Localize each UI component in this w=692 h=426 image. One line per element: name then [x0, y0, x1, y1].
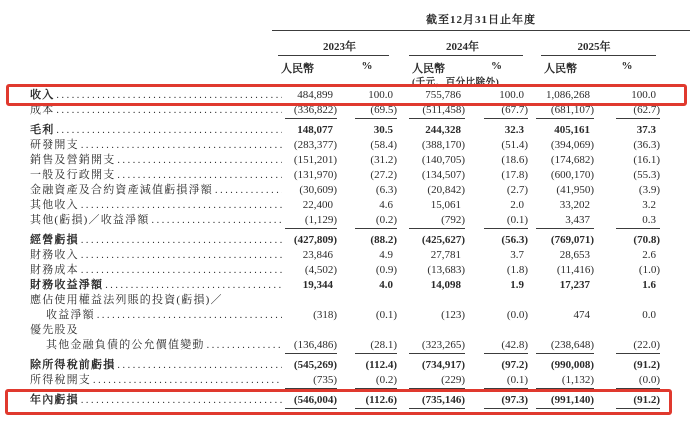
- row-label: 收入: [30, 89, 55, 101]
- cell-value: (51.4): [501, 139, 528, 151]
- row-label-cell: [30, 123, 282, 138]
- rule-row: [30, 353, 660, 356]
- rule-row: [30, 228, 660, 231]
- row-label: 其他收入: [30, 199, 79, 211]
- single-underline: [355, 388, 397, 389]
- cell-value: 30.5: [373, 124, 393, 136]
- cell-value: (427,809): [293, 234, 337, 246]
- dot-leader: [150, 213, 282, 228]
- cell-value: (769,071): [550, 234, 594, 246]
- cell-value: (2.7): [506, 184, 528, 196]
- single-underline: [536, 353, 594, 354]
- cell-value: (6.3): [375, 184, 397, 196]
- dot-leader: [115, 358, 282, 373]
- dot-leader: [54, 88, 282, 103]
- cell-value: 1.9: [510, 279, 524, 291]
- single-underline: [409, 118, 465, 119]
- cell-value: [528, 293, 594, 308]
- percent-header-2023: %: [361, 60, 373, 72]
- cell-value: (0.1): [375, 309, 397, 321]
- cell-value: 244,328: [425, 124, 461, 136]
- cell-value: 28,653: [559, 249, 590, 261]
- cell-value: (36.3): [633, 139, 660, 151]
- table-row: [30, 338, 660, 353]
- year-2023-rule: [278, 55, 389, 56]
- cell-value: 4.0: [379, 279, 393, 291]
- cell-value: (140,705): [421, 154, 465, 166]
- cell-value: 37.3: [636, 124, 656, 136]
- row-label-cell: [30, 168, 282, 183]
- cell-value: (425,627): [421, 234, 465, 246]
- single-underline: [285, 388, 337, 389]
- cell-value: 2.6: [642, 249, 656, 261]
- cell-value: 0.3: [642, 214, 656, 226]
- cell-value: 148,077: [297, 124, 333, 136]
- table-row: [30, 103, 660, 118]
- year-2025-rule: [541, 55, 656, 56]
- cell-value: (600,170): [550, 169, 594, 181]
- row-label-cell: [30, 88, 282, 103]
- percent-header-2024: %: [491, 60, 502, 72]
- cell-value: [337, 293, 397, 308]
- cell-value: (112.4): [365, 359, 397, 371]
- single-underline: [616, 353, 660, 354]
- cell-value: [594, 323, 660, 338]
- cell-value: (17.8): [501, 169, 528, 181]
- row-label: 毛利: [30, 124, 55, 136]
- table-body: [30, 88, 660, 414]
- cell-value: (1,132): [561, 374, 594, 386]
- row-label: 年內虧損: [30, 394, 79, 406]
- row-label: 經營虧損: [30, 234, 79, 246]
- cell-value: 484,899: [297, 89, 333, 101]
- row-label: 其他金融負債的公允價值變動: [46, 339, 205, 351]
- rule-row: [30, 408, 660, 414]
- dot-leader: [79, 393, 282, 408]
- dot-leader: [213, 183, 282, 198]
- cell-value: (735): [313, 374, 337, 386]
- cell-value: 4.9: [379, 249, 393, 261]
- row-label-cell: [30, 103, 282, 118]
- table-row: [30, 233, 660, 248]
- row-label: 所得稅開支: [30, 374, 91, 386]
- row-label: 其他(虧損)／收益淨額: [30, 214, 150, 226]
- table-row: [30, 213, 660, 228]
- table-row: [30, 183, 660, 198]
- single-underline: [536, 388, 594, 389]
- cell-value: 4.6: [379, 199, 393, 211]
- cell-value: (31.2): [370, 154, 397, 166]
- table-row: [30, 308, 660, 323]
- cell-value: (28.1): [370, 339, 397, 351]
- cell-value: [465, 293, 528, 308]
- table-row: [30, 88, 660, 103]
- currency-header-2025: 人民幣: [544, 63, 577, 75]
- dot-leader: [91, 373, 282, 388]
- single-underline: [355, 118, 397, 119]
- dot-leader: [95, 308, 282, 323]
- cell-value: (229): [441, 374, 465, 386]
- cell-value: 100.0: [499, 89, 524, 101]
- rule-row: [30, 118, 660, 121]
- cell-value: (0.2): [375, 374, 397, 386]
- cell-value: (42.8): [501, 339, 528, 351]
- single-underline: [409, 353, 465, 354]
- table-row: [30, 393, 660, 408]
- cell-value: (511,458): [422, 104, 465, 116]
- cell-value: (112.6): [365, 394, 397, 406]
- cell-value: (1.0): [638, 264, 660, 276]
- dot-leader: [79, 233, 282, 248]
- row-label-cell: [30, 183, 282, 198]
- row-label: 優先股及: [30, 324, 79, 336]
- single-underline: [355, 228, 397, 229]
- dot-leader: [79, 138, 282, 153]
- cell-value: (0.2): [375, 214, 397, 226]
- double-underline: [409, 408, 465, 413]
- table-row: [30, 138, 660, 153]
- highlight-box: [30, 393, 660, 414]
- rule-row: [30, 388, 660, 391]
- cell-value: (91.2): [633, 359, 660, 371]
- row-label-cell: [30, 153, 282, 168]
- cell-value: (0.1): [506, 374, 528, 386]
- dot-leader: [115, 168, 282, 183]
- dot-leader: [54, 103, 282, 118]
- year-header-2023: 2023年: [323, 41, 356, 53]
- cell-value: (0.0): [506, 309, 528, 321]
- cell-value: 3.2: [642, 199, 656, 211]
- single-underline: [484, 353, 528, 354]
- cell-value: [282, 293, 337, 308]
- cell-value: 17,237: [559, 279, 590, 291]
- row-label-cell: [30, 393, 282, 408]
- dot-leader: [115, 153, 282, 168]
- cell-value: 755,786: [425, 89, 461, 101]
- year-header-2024: 2024年: [446, 41, 479, 53]
- cell-value: 474: [573, 309, 590, 321]
- cell-value: (1.8): [506, 264, 528, 276]
- cell-value: (13,683): [427, 264, 465, 276]
- cell-value: (991,140): [550, 394, 594, 406]
- single-underline: [484, 228, 528, 229]
- single-underline: [355, 353, 397, 354]
- row-label-cell: [30, 213, 282, 228]
- double-underline: [536, 408, 594, 413]
- table-row: [30, 123, 660, 138]
- cell-value: (16.1): [633, 154, 660, 166]
- single-underline: [616, 228, 660, 229]
- table-row: [30, 278, 660, 293]
- double-underline: [285, 408, 337, 413]
- cell-value: (735,146): [421, 394, 465, 406]
- double-underline: [355, 408, 397, 413]
- cell-value: [397, 323, 465, 338]
- currency-header-2023: 人民幣: [281, 63, 314, 75]
- single-underline: [285, 228, 337, 229]
- row-label: 成本: [30, 104, 55, 116]
- cell-value: (27.2): [370, 169, 397, 181]
- cell-value: (681,107): [550, 104, 594, 116]
- cell-value: (3.9): [638, 184, 660, 196]
- single-underline: [484, 388, 528, 389]
- cell-value: 2.0: [510, 199, 524, 211]
- cell-value: (69.5): [370, 104, 397, 116]
- dot-leader: [205, 338, 282, 353]
- cell-value: 22,400: [302, 199, 333, 211]
- cell-value: 32.3: [504, 124, 524, 136]
- highlight-box: [30, 88, 660, 103]
- cell-value: (318): [313, 309, 337, 321]
- unit-note: (千元，百分比除外): [412, 78, 500, 88]
- cell-value: [282, 323, 337, 338]
- row-label-cell: [30, 198, 282, 213]
- cell-value: (792): [441, 214, 465, 226]
- single-underline: [536, 228, 594, 229]
- cell-value: 1.6: [642, 279, 656, 291]
- cell-value: (0.9): [375, 264, 397, 276]
- cell-value: (545,269): [293, 359, 337, 371]
- cell-value: (123): [441, 309, 465, 321]
- row-label: 一般及行政開支: [30, 169, 116, 181]
- dot-leader: [103, 278, 282, 293]
- table-row: [30, 153, 660, 168]
- row-label-cell: [30, 323, 282, 338]
- cell-value: (22.0): [633, 339, 660, 351]
- cell-value: 405,161: [554, 124, 590, 136]
- row-label-cell: [30, 248, 282, 263]
- cell-value: 3,437: [565, 214, 590, 226]
- cell-value: (734,917): [421, 359, 465, 371]
- row-label-cell: [30, 278, 282, 293]
- cell-value: [337, 323, 397, 338]
- table-row: [30, 168, 660, 183]
- single-underline: [409, 228, 465, 229]
- row-label: 銷售及營銷開支: [30, 154, 116, 166]
- cell-value: (91.2): [633, 394, 660, 406]
- table-row: [30, 198, 660, 213]
- row-label: 應佔使用權益法列賬的投資(虧損)／: [30, 294, 223, 306]
- row-label: 金融資產及合約資產減值虧損淨額: [30, 184, 213, 196]
- cell-value: 100.0: [368, 89, 393, 101]
- cell-value: (1,129): [304, 214, 337, 226]
- cell-value: 23,846: [302, 249, 333, 261]
- table-row: [30, 248, 660, 263]
- cell-value: (283,377): [293, 139, 337, 151]
- cell-value: (11,416): [556, 264, 594, 276]
- table-row: [30, 373, 660, 388]
- cell-value: (174,682): [550, 154, 594, 166]
- dot-leader: [79, 248, 282, 263]
- cell-value: (0.0): [638, 374, 660, 386]
- cell-value: (546,004): [293, 394, 337, 406]
- cell-value: (990,008): [550, 359, 594, 371]
- cell-value: (55.3): [633, 169, 660, 181]
- single-underline: [536, 118, 594, 119]
- cell-value: (131,970): [293, 169, 337, 181]
- cell-value: [594, 293, 660, 308]
- double-underline: [484, 408, 528, 413]
- cell-value: [465, 323, 528, 338]
- row-label-cell: [30, 263, 282, 278]
- cell-value: (336,822): [293, 104, 337, 116]
- cell-value: (238,648): [550, 339, 594, 351]
- dot-leader: [79, 198, 282, 213]
- cell-value: (136,486): [293, 339, 337, 351]
- row-label-cell: [30, 138, 282, 153]
- cell-value: (388,170): [421, 139, 465, 151]
- cell-value: 19,344: [302, 279, 333, 291]
- cell-value: (97.2): [501, 359, 528, 371]
- cell-value: [528, 323, 594, 338]
- row-label-cell: [30, 338, 282, 353]
- row-label: 除所得稅前虧損: [30, 359, 116, 371]
- row-label-cell: [30, 373, 282, 388]
- cell-value: (394,069): [550, 139, 594, 151]
- row-label: 財務收入: [30, 249, 79, 261]
- cell-value: (56.3): [501, 234, 528, 246]
- row-label: 財務收益淨額: [30, 279, 104, 291]
- header-rule: [272, 30, 690, 31]
- cell-value: (58.4): [370, 139, 397, 151]
- cell-value: (20,842): [427, 184, 465, 196]
- currency-header-2024: 人民幣: [412, 63, 445, 75]
- single-underline: [484, 118, 528, 119]
- table-row: [30, 263, 660, 278]
- table-row: [30, 358, 660, 373]
- cell-value: (70.8): [633, 234, 660, 246]
- double-underline: [616, 408, 660, 413]
- cell-value: 100.0: [631, 89, 656, 101]
- cell-value: (41,950): [556, 184, 594, 196]
- cell-value: (62.7): [633, 104, 660, 116]
- row-label: 研發開支: [30, 139, 79, 151]
- percent-header-2025: %: [621, 60, 633, 72]
- cell-value: [397, 293, 465, 308]
- row-label: 財務成本: [30, 264, 79, 276]
- cell-value: (18.6): [501, 154, 528, 166]
- single-underline: [616, 118, 660, 119]
- cell-value: 14,098: [430, 279, 461, 291]
- single-underline: [409, 388, 465, 389]
- dot-leader: [54, 123, 282, 138]
- cell-value: 3.7: [510, 249, 524, 261]
- cell-value: (0.1): [506, 214, 528, 226]
- single-underline: [616, 388, 660, 389]
- cell-value: 0.0: [642, 309, 656, 321]
- cell-value: 1,086,268: [546, 89, 590, 101]
- year-2024-rule: [409, 55, 523, 56]
- year-header-2025: 2025年: [577, 41, 611, 53]
- row-label-cell: [30, 308, 282, 323]
- cell-value: 27,781: [430, 249, 461, 261]
- period-header: 截至12月31日止年度: [426, 14, 536, 26]
- row-label-cell: [30, 358, 282, 373]
- cell-value: (151,201): [293, 154, 337, 166]
- single-underline: [285, 353, 337, 354]
- cell-value: (4,502): [304, 264, 337, 276]
- cell-value: (134,507): [421, 169, 465, 181]
- row-label-cell: [30, 293, 282, 308]
- cell-value: (97.3): [501, 394, 528, 406]
- table-row: [30, 293, 660, 308]
- cell-value: 33,202: [559, 199, 590, 211]
- single-underline: [285, 118, 337, 119]
- cell-value: (30,609): [299, 184, 337, 196]
- row-label: 收益淨額: [46, 309, 95, 321]
- cell-value: (88.2): [370, 234, 397, 246]
- table-row: [30, 323, 660, 338]
- cell-value: (67.7): [501, 104, 528, 116]
- cell-value: (323,265): [421, 339, 465, 351]
- row-label-cell: [30, 233, 282, 248]
- dot-leader: [79, 263, 282, 278]
- cell-value: 15,061: [430, 199, 461, 211]
